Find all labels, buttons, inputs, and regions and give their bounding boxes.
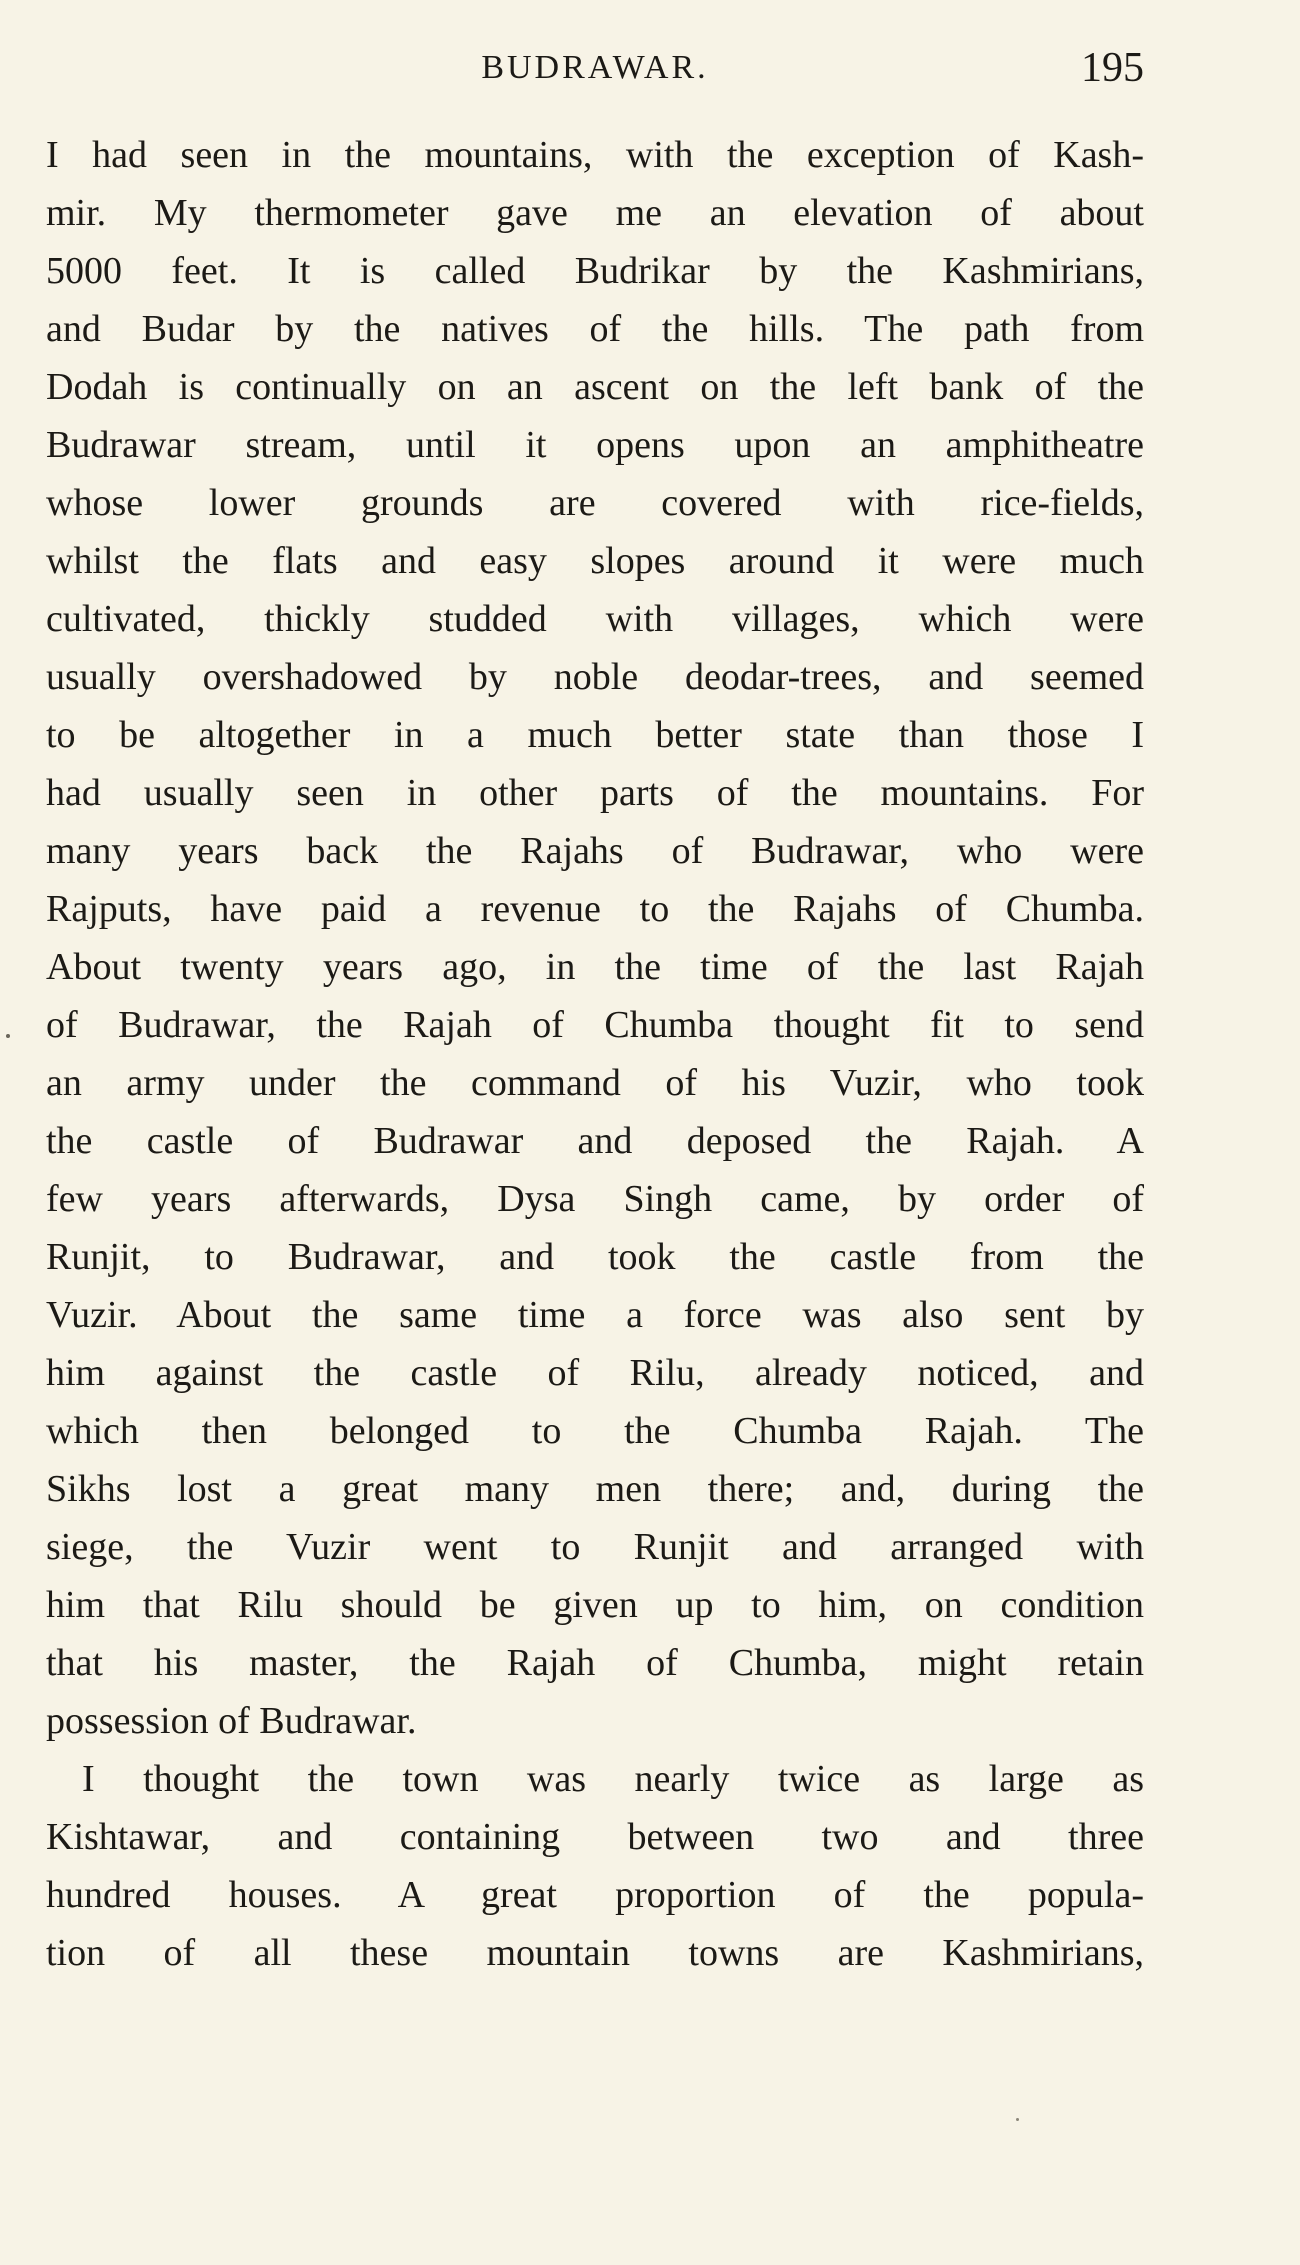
margin-mark bbox=[6, 1034, 10, 1038]
text-line: About twenty years ago, in the time of the last Rajah bbox=[46, 946, 1144, 988]
body-text bbox=[46, 126, 1144, 1982]
text-line: mir. My thermometer gave me an elevation of about bbox=[46, 192, 1144, 234]
text-line: whose lower grounds are covered with rice-fields, bbox=[46, 482, 1144, 524]
text-line: Sikhs lost a great many men there; and, during the bbox=[46, 1468, 1144, 1510]
text-line: him that Rilu should be given up to him, on condition bbox=[46, 1584, 1144, 1626]
page-number: 195 bbox=[1081, 45, 1144, 91]
text-line: Rajputs, have paid a revenue to the Rajahs of Chumba. bbox=[46, 888, 1144, 930]
text-line: the castle of Budrawar and deposed the Rajah. A bbox=[46, 1120, 1144, 1162]
running-head: BUDRAWAR. bbox=[481, 49, 709, 86]
page-header bbox=[46, 38, 1144, 98]
text-line: that his master, the Rajah of Chumba, might retain bbox=[46, 1642, 1144, 1684]
text-line: which then belonged to the Chumba Rajah. The bbox=[46, 1410, 1144, 1452]
text-line: many years back the Rajahs of Budrawar, who were bbox=[46, 830, 1144, 872]
text-line: usually overshadowed by noble deodar-trees, and seemed bbox=[46, 656, 1144, 698]
text-line: and Budar by the natives of the hills. The path from bbox=[46, 308, 1144, 350]
text-line: I had seen in the mountains, with the exception of Kash- bbox=[46, 134, 1144, 176]
text-line: whilst the flats and easy slopes around it were much bbox=[46, 540, 1144, 582]
text-line: Kishtawar, and containing between two and three bbox=[46, 1816, 1144, 1858]
text-line: an army under the command of his Vuzir, who took bbox=[46, 1062, 1144, 1104]
text-line: 5000 feet. It is called Budrikar by the Kashmirians, bbox=[46, 250, 1144, 292]
text-line: few years afterwards, Dysa Singh came, by order of bbox=[46, 1178, 1144, 1220]
text-line: hundred houses. A great proportion of the popula- bbox=[46, 1874, 1144, 1916]
text-line: Budrawar stream, until it opens upon an amphitheatre bbox=[46, 424, 1144, 466]
text-line: cultivated, thickly studded with villages, which were bbox=[46, 598, 1144, 640]
text-line: Runjit, to Budrawar, and took the castle from the bbox=[46, 1236, 1144, 1278]
text-line: possession of Budrawar. bbox=[46, 1700, 417, 1742]
text-line: I thought the town was nearly twice as large as bbox=[82, 1758, 1144, 1800]
text-line: of Budrawar, the Rajah of Chumba thought fit to send bbox=[46, 1004, 1144, 1046]
text-line: tion of all these mountain towns are Kashmirians, bbox=[46, 1932, 1144, 1974]
text-line: had usually seen in other parts of the mountains. For bbox=[46, 772, 1144, 814]
text-line: Dodah is continually on an ascent on the left bank of the bbox=[46, 366, 1144, 408]
paper-speck bbox=[1016, 2118, 1019, 2121]
text-line: siege, the Vuzir went to Runjit and arranged with bbox=[46, 1526, 1144, 1568]
text-line: Vuzir. About the same time a force was also sent by bbox=[46, 1294, 1144, 1336]
text-line: to be altogether in a much better state than those I bbox=[46, 714, 1144, 756]
text-line: him against the castle of Rilu, already noticed, and bbox=[46, 1352, 1144, 1394]
